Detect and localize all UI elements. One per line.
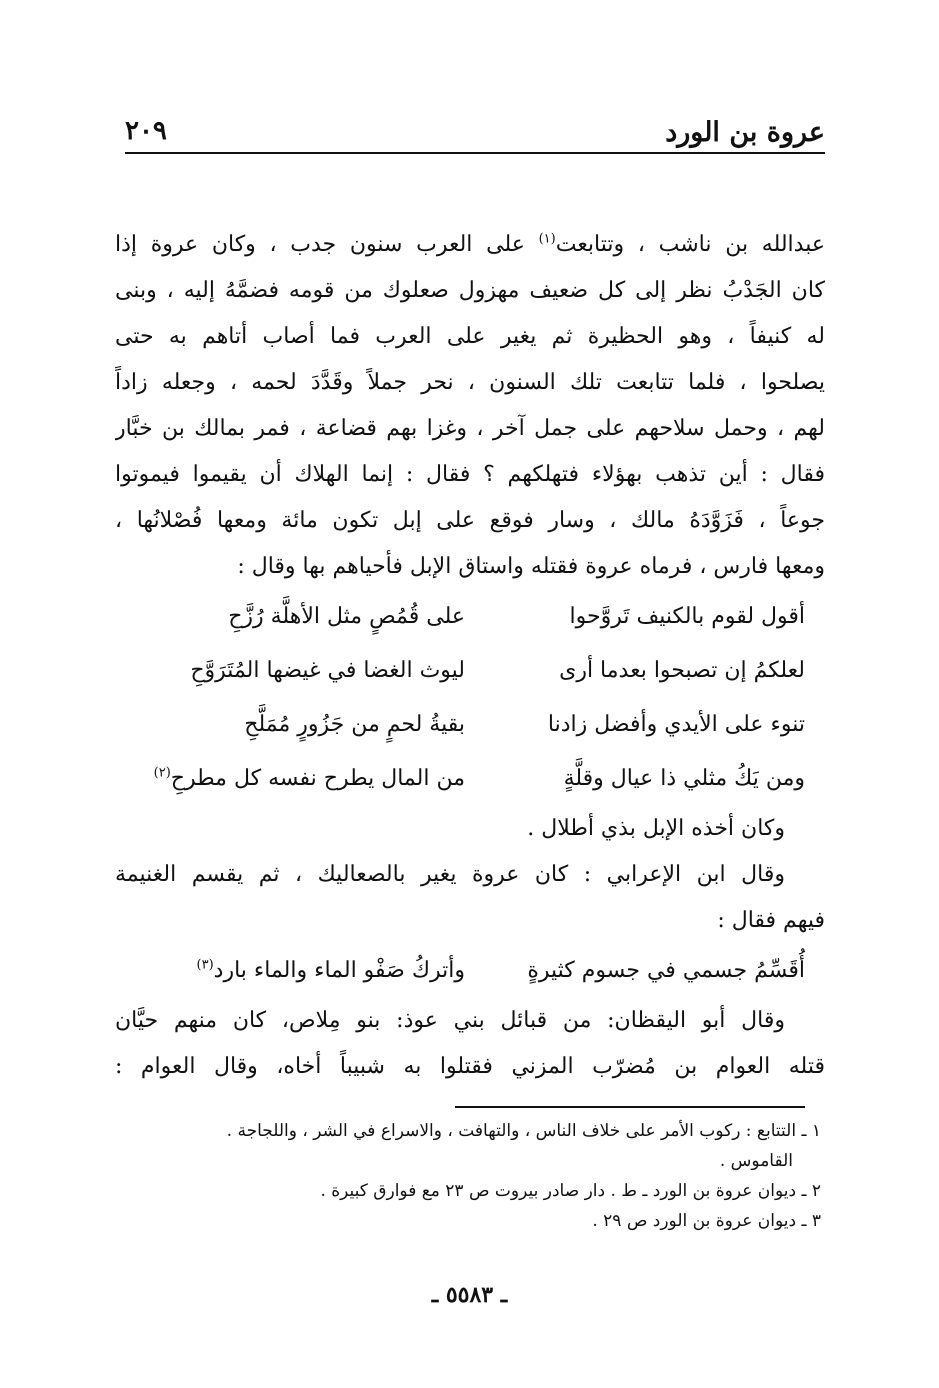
poem-verse: [145, 944, 805, 998]
footnote-separator: [455, 1106, 805, 1108]
footnotes: [115, 1116, 821, 1236]
footnote-1-continued: القاموس .: [719, 1151, 793, 1171]
poem-verse: [145, 698, 805, 752]
folio-number: ـ ٥٥٨٣ ـ: [431, 1282, 508, 1308]
footnote-marker: (٢): [153, 765, 171, 781]
verse-first-hemistich: ومن يَكُ مثلي ذا عيال وقلَّةٍ: [563, 766, 805, 791]
verse-first-hemistich: أقول لقوم بالكنيف تَروَّحوا: [569, 604, 805, 629]
poem-verse: [145, 644, 805, 698]
text-line: عبدالله بن ناشب ، وتتابعت$^{(١)}$ على العرب سنون جدب ، وكان عروة إذا: [115, 231, 825, 257]
page-number: ٢٠٩: [125, 116, 167, 146]
poem-verse: [145, 590, 805, 644]
footnote-marker: (١): [538, 231, 556, 247]
text-line: وقال أبو اليقظان: من قبائل بني عوذ: بنو مِلاص، كان منهم حيَّان: [115, 1008, 785, 1033]
text-line: ومعها فارس ، فرماه عروة فقتله واستاق الإبل فأحياهم بها وقال :: [237, 554, 825, 579]
text-line: له كنيفاً ، وهو الحظيرة ثم يغير على العرب فما أصاب أتاهم به حتى: [115, 324, 825, 349]
verse-second-hemistich: بقيةُ لحمٍ من جَزُورٍ مُمَلَّحِ: [244, 712, 465, 737]
text-line: جوعاً ، فَزَوَّدَهُ مالك ، وسار فوقع على إبل تكون مائة ومعها فُصْلانُها ،: [115, 508, 825, 533]
verse-first-hemistich: تنوء على الأيدي وأفضل زادنا: [547, 712, 805, 737]
text-line: يصلحوا ، فلما تتابعت تلك السنون ، نحر جملاً وقَدَّدَ لحمه ، وجعله زاداً: [115, 370, 825, 395]
running-title: عروة بن الورد: [665, 117, 825, 148]
poem-verse: [145, 752, 805, 806]
verse-first-hemistich: لعلكمُ إن تصبحوا بعدما أرى: [559, 658, 805, 683]
verse-second-hemistich: ليوث الغضا في غيضها المُتَرَوَّحِ: [190, 658, 465, 683]
text-line: وقال ابن الإعرابي : كان عروة يغير بالصعاليك ، ثم يقسم الغنيمة: [115, 862, 785, 887]
footnote-2: ٢ ـ ديوان عروة بن الورد ـ ط . دار صادر بيروت ص ٢٣ مع فوارق كبيرة .: [320, 1181, 821, 1201]
text-line: كان الجَدْبُ نظر إلى كل ضعيف مهزول صعلوك من قومه فضمَّهُ إليه ، وبنى: [115, 278, 825, 303]
footnote-marker: (٣): [196, 957, 214, 973]
footnote-1: ١ ـ التتابع : ركوب الأمر على خلاف الناس ، والتهافت ، والاسراع في الشر ، واللجاجة .: [226, 1121, 821, 1141]
footnote-3: ٣ ـ ديوان عروة بن الورد ص ٢٩ .: [592, 1211, 821, 1231]
running-header: [125, 100, 825, 154]
text-line: قتله العوام بن مُضرّب المزني فقتلوا به شبيباً أخاه، وقال العوام :: [115, 1054, 825, 1079]
verse-second-hemistich: على قُمُصٍ مثل الأهلَّة رُزَّحِ: [228, 604, 465, 629]
text-line: فيهم فقال :: [717, 908, 825, 933]
text-line: لهم ، وحمل سلاحهم على جمل آخر ، وغزا بهم قضاعة ، فمر بمالك بن خبَّار: [115, 416, 825, 441]
text-line: وكان أخذه الإبل بذي أطلال .: [527, 816, 785, 841]
verse-second-hemistich: وأتركُ صَفْو الماء والماء بارد$^{(٣)}$: [196, 957, 465, 983]
text-line: فقال : أين تذهب بهؤلاء فتهلكهم ؟ فقال : إنما الهلاك أن يقيموا فيموتوا: [115, 462, 825, 487]
verse-second-hemistich: من المال يطرح نفسه كل مطرحِ$^{(٢)}$: [153, 765, 465, 791]
main-text: [115, 222, 825, 1090]
verse-first-hemistich: أُقَسِّمُ جسمي في جسوم كثيرةٍ: [527, 958, 805, 983]
